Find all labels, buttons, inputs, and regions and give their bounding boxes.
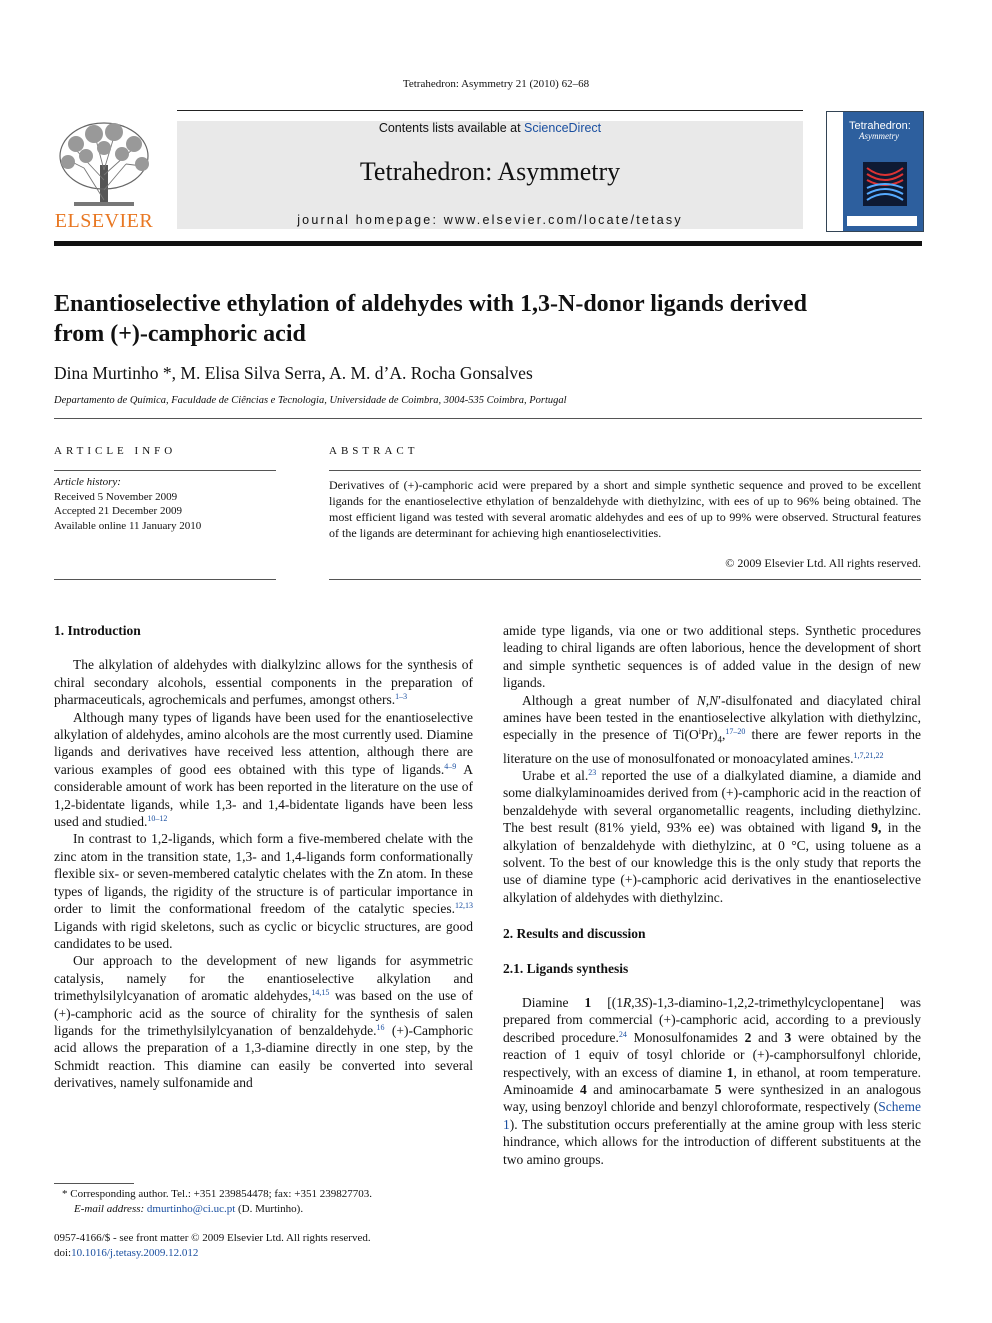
email-link[interactable]: dmurtinho@ci.uc.pt bbox=[146, 1202, 236, 1215]
title-line-2: from (+)-camphoric acid bbox=[54, 321, 306, 347]
contents-prefix: Contents lists available at bbox=[378, 121, 525, 135]
journal-title-text: Tetrahedron: Asymmetry bbox=[359, 157, 621, 186]
publisher-name: ELSEVIER bbox=[54, 210, 154, 232]
article-title bbox=[54, 289, 922, 349]
paragraph: Our approach to the development of new ligands for asymmetric catalysis, namely for the enantioselective alkylation and trimethylsilylcyanation of aromatic aldehydes,$^{14,15}$ was based on the use of (+)-camphoric acid as the source of chirality for the synthesis of salen ligands for the trimethylsilylcyanation of benzaldehyde.$^{16}$ (+)-Camphoric acid allows the preparation of a 1,3-diamine directly in one step, by the Schmidt reaction. This diamine can easily be converted into several derivatives, namely sulfonamide and bbox=[54, 953, 473, 1091]
author-list: Dina Murtinho *, M. Elisa Silva Serra, A. M. d’A. Rocha Gonsalves bbox=[54, 363, 533, 383]
email-label: E-mail address: bbox=[74, 1202, 147, 1215]
title-rule bbox=[54, 418, 922, 419]
sciencedirect-link[interactable]: ScienceDirect bbox=[524, 121, 602, 135]
article-history bbox=[54, 475, 276, 533]
elsevier-logo bbox=[54, 120, 154, 232]
article-info-bottom-rule bbox=[54, 579, 276, 580]
paragraph: The alkylation of aldehydes with dialkylzinc allows for the synthesis of chiral secondary alcohols, essential components in the preparation of pharmaceuticals, agrochemicals and perfumes, amongst others.$^{1-3}$ bbox=[54, 657, 473, 708]
history-label: Article history: bbox=[54, 476, 121, 488]
article-info-rule bbox=[54, 470, 276, 471]
issn-line: 0957-4166/$ - see front matter © 2009 Elsevier Ltd. All rights reserved. bbox=[54, 1232, 371, 1244]
abstract-heading: ABSTRACT bbox=[329, 445, 419, 457]
header-rule bbox=[177, 110, 803, 111]
online-date: Available online 11 January 2010 bbox=[54, 519, 202, 532]
paragraph: In contrast to 1,2-ligands, which form a five-membered chelate with the zinc atom in the transition state, 1,3- and 1,4-ligands form conformationally flexible six- or seven-membered catalytic chelates with the Zn atom. In these types of ligands, the rigidity of the structure is of particular importance in order to limit the conformational freedom of the catalytic species.$^{12,13}$ Ligands with rigid skeletons, such as cyclic or bicyclic structures, are good candidates to be used. bbox=[54, 831, 473, 951]
paragraph: Although a great number of N,N′-disulfonated and diacylated chiral amines have been tested in the enantioselective alkylation with diethylzinc, especially in the presence of $Ti(O^iPr)_4,^{17-20}$ there are fewer reports in the literature on the use of monosulfonated or monoacylated amines.$^{1,7,21,22}$ bbox=[503, 692, 922, 766]
right-column bbox=[503, 622, 921, 1168]
results-heading: 2. Results and discussion bbox=[503, 926, 646, 942]
left-column bbox=[54, 622, 473, 1092]
paragraph: amide type ligands, via one or two additional steps. Synthetic procedures leading to chiral ligands are often laborious, hence the development of short and simple synthetic sequences is of added value in the design of new ligands. bbox=[503, 623, 921, 691]
paragraph: Although many types of ligands have been used for the enantioselective alkylation of aldehydes, amino alcohols are the most currently used. Diamine ligands and derivatives have received less attention, although there are various examples of good ees obtained with this type of ligands.$^{4-9}$ A considerable amount of work has been reported in the literature on the use of 1,2-bidentate ligands, while 1,3- and 1,4-bidentate ligands have been less used and studied.$^{10-12}$ bbox=[54, 709, 473, 830]
intro-heading: 1. Introduction bbox=[54, 623, 141, 638]
journal-cover bbox=[826, 111, 924, 232]
footnote-rule bbox=[54, 1183, 134, 1184]
abstract-copyright: © 2009 Elsevier Ltd. All rights reserved. bbox=[725, 556, 921, 570]
email-suffix: (D. Murtinho). bbox=[235, 1202, 304, 1215]
journal-homepage[interactable]: journal homepage: www.elsevier.com/locate/tetasy bbox=[297, 213, 683, 227]
ligands-synthesis-heading: 2.1. Ligands synthesis bbox=[503, 960, 629, 976]
cover-subtitle: Asymmetry bbox=[859, 131, 899, 141]
abstract-text: Derivatives of (+)-camphoric acid were prepared by a short and simple synthetic sequence and proved to be excellent ligands for the enantioselective ethylation of benzaldehyde with diethylzinc, with ees of up to 96% being obtained. The most efficient ligand was tested with several aromatic aldehydes and ees of up to 99% were observed. Structural features of the ligands are determinant for achieving high enantioselectivities. bbox=[329, 478, 921, 540]
doi-line bbox=[54, 1246, 554, 1261]
title-line-1: Enantioselective ethylation of aldehydes with 1,3-N-donor ligands derived bbox=[54, 291, 807, 317]
accepted-date: Accepted 21 December 2009 bbox=[54, 505, 182, 517]
paragraph: Diamine 1 [(1R,3S)-1,3-diamino-1,2,2-trimethylcyclopentane] was prepared from commercial (+)-camphoric acid, according to a previously described procedure.$^{24}$ Monosulfonamides 2 and 3 were obtained by the reaction of 1 equiv of tosyl chloride or (+)-camphorsulfonyl chloride, respectively, with an excess of diamine 1, in ethanol, at room temperature. Aminoamide 4 and aminocarbamate 5 were synthesized in an analogous way, using benzoyl chloride and benzyl chloroformate, respectively (Scheme 1). The substitution occurs preferentially at the amine group with less steric hindrance, which allows for the introduction of different substituents at the two amino groups. bbox=[503, 995, 921, 1167]
corresponding-author-note: * Corresponding author. Tel.: +351 239854478; fax: +351 239827703. bbox=[62, 1188, 372, 1200]
footnote bbox=[62, 1187, 482, 1216]
header-thick-rule bbox=[54, 241, 922, 246]
contents-line bbox=[177, 121, 803, 135]
abstract-bottom-rule bbox=[329, 579, 921, 580]
paragraph: Urabe et al.$^{23}$ reported the use of a dialkylated diamine, a diamide and some dialkylaminoamides derived from (+)-camphoric acid in the reaction of benzaldehyde with several organometallic reagents, including diethylzinc. The best result (81% yield, 93% ee) was obtained with ligand 9, in the alkylation of benzaldehyde with diethylzinc, at 0 °C, using toluene as a solvent. To the best of our knowledge this is the only study that reports the use of diamine type (+)-camphoric acid derivatives in the enantioselective alkylation of aldehydes with diethylzinc. bbox=[503, 767, 921, 905]
affiliation: Departamento de Química, Faculdade de Ciências e Tecnologia, Universidade de Coimbra, 3004-535 Coimbra, Portugal bbox=[54, 395, 567, 406]
abstract-rule bbox=[329, 470, 921, 471]
received-date: Received 5 November 2009 bbox=[54, 490, 178, 503]
running-head: Tetrahedron: Asymmetry 21 (2010) 62–68 bbox=[402, 78, 590, 90]
doi-link[interactable]: 10.1016/j.tetasy.2009.12.012 bbox=[71, 1246, 199, 1259]
journal-title bbox=[177, 157, 803, 187]
cover-graphic-icon bbox=[863, 162, 907, 206]
elsevier-tree-icon bbox=[54, 120, 154, 210]
doi-label: doi: bbox=[54, 1246, 72, 1259]
footer bbox=[54, 1231, 554, 1260]
article-info-heading: ARTICLE INFO bbox=[54, 445, 177, 457]
email-line bbox=[62, 1202, 482, 1217]
cover-title: Tetrahedron: bbox=[849, 120, 911, 132]
